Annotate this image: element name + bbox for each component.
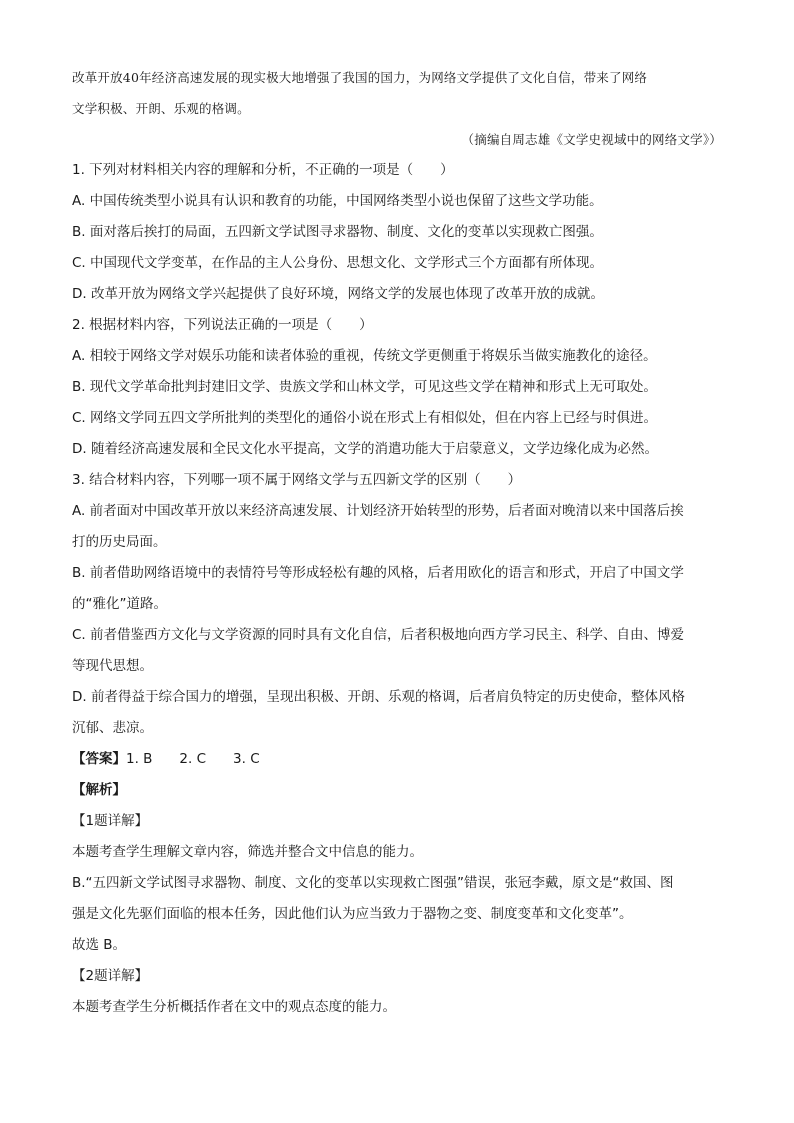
question-1-option-a: A. 中国传统类型小说具有认识和教育的功能，中国网络类型小说也保留了这些文学功能。 bbox=[72, 193, 603, 209]
q1-analysis-line-2: B.“五四新文学试图寻求器物、制度、文化的变革以实现救亡图强”错误，张冠李戴，原文是“救国、图 bbox=[72, 875, 674, 891]
question-1-option-c: C. 中国现代文学变革，在作品的主人公身份、思想文化、文学形式三个方面都有所体现。 bbox=[72, 255, 604, 271]
question-2-option-d: D. 随着经济高速发展和全民文化水平提高，文学的消遣功能大于启蒙意义，文学边缘化成为必然。 bbox=[72, 441, 658, 457]
q1-analysis-heading: 【1题详解】 bbox=[72, 813, 149, 829]
question-3-option-d-line-1: D. 前者得益于综合国力的增强，呈现出积极、开朗、乐观的格调，后者肩负特定的历史使命，整体风格 bbox=[72, 689, 685, 705]
question-1-stem: 1. 下列对材料相关内容的理解和分析，不正确的一项是（ ） bbox=[72, 162, 454, 178]
document-page bbox=[72, 62, 722, 1023]
q2-analysis-heading: 【2题详解】 bbox=[72, 968, 149, 984]
question-2-option-c: C. 网络文学同五四文学所批判的类型化的通俗小说在形式上有相似处，但在内容上已经与时俱进。 bbox=[72, 410, 658, 426]
question-3-option-a-line-1: A. 前者面对中国改革开放以来经济高速发展、计划经济开始转型的形势，后者面对晚清以来中国落后挨 bbox=[72, 503, 684, 519]
passage-line-1: 改革开放40年经济高速发展的现实极大地增强了我国的国力，为网络文学提供了文化自信，带来了网络 bbox=[72, 70, 648, 85]
q1-analysis-line-1: 本题考查学生理解文章内容，筛选并整合文中信息的能力。 bbox=[72, 844, 423, 860]
question-3-option-c-line-2: 等现代思想。 bbox=[72, 658, 153, 674]
passage-source: （摘编自周志雄《文学史视域中的网络文学》） bbox=[461, 132, 722, 147]
q2-analysis-line-1: 本题考查学生分析概括作者在文中的观点态度的能力。 bbox=[72, 999, 396, 1015]
question-3-option-b-line-1: B. 前者借助网络语境中的表情符号等形成轻松有趣的风格，后者用欧化的语言和形式，开启了中国文学 bbox=[72, 565, 684, 581]
answer-label: 【答案】 bbox=[72, 751, 126, 767]
question-3-option-d-line-2: 沉郁、悲凉。 bbox=[72, 720, 153, 736]
question-3-option-a-line-2: 打的历史局面。 bbox=[72, 534, 167, 550]
question-2-option-b: B. 现代文学革命批判封建旧文学、贵族文学和山林文学，可见这些文学在精神和形式上无可取处。 bbox=[72, 379, 657, 395]
question-3-stem: 3. 结合材料内容，下列哪一项不属于网络文学与五四新文学的区别（ ） bbox=[72, 472, 522, 488]
answer-text: 1. B 2. C 3. C bbox=[126, 751, 260, 767]
answer-row bbox=[72, 744, 722, 775]
q1-analysis-line-3: 强是文化先驱们面临的根本任务，因此他们认为应当致力于器物之变、制度变革和文化变革”。 bbox=[72, 906, 633, 922]
passage-line-2: 文学积极、开朗、乐观的格调。 bbox=[72, 101, 250, 116]
question-3-option-b-line-2: 的“雅化”道路。 bbox=[72, 596, 167, 612]
analysis-label: 【解析】 bbox=[72, 782, 126, 798]
q1-analysis-line-4: 故选 B。 bbox=[72, 937, 127, 953]
question-2-stem: 2. 根据材料内容，下列说法正确的一项是（ ） bbox=[72, 317, 373, 333]
question-3-option-c-line-1: C. 前者借鉴西方文化与文学资源的同时具有文化自信，后者积极地向西方学习民主、科学、自由、博爱 bbox=[72, 627, 685, 643]
question-1-option-b: B. 面对落后挨打的局面，五四新文学试图寻求器物、制度、文化的变革以实现救亡图强。 bbox=[72, 224, 603, 240]
question-2-option-a: A. 相较于网络文学对娱乐功能和读者体验的重视，传统文学更侧重于将娱乐当做实施教化的途径。 bbox=[72, 348, 657, 364]
question-1-option-d: D. 改革开放为网络文学兴起提供了良好环境，网络文学的发展也体现了改革开放的成就。 bbox=[72, 286, 604, 302]
